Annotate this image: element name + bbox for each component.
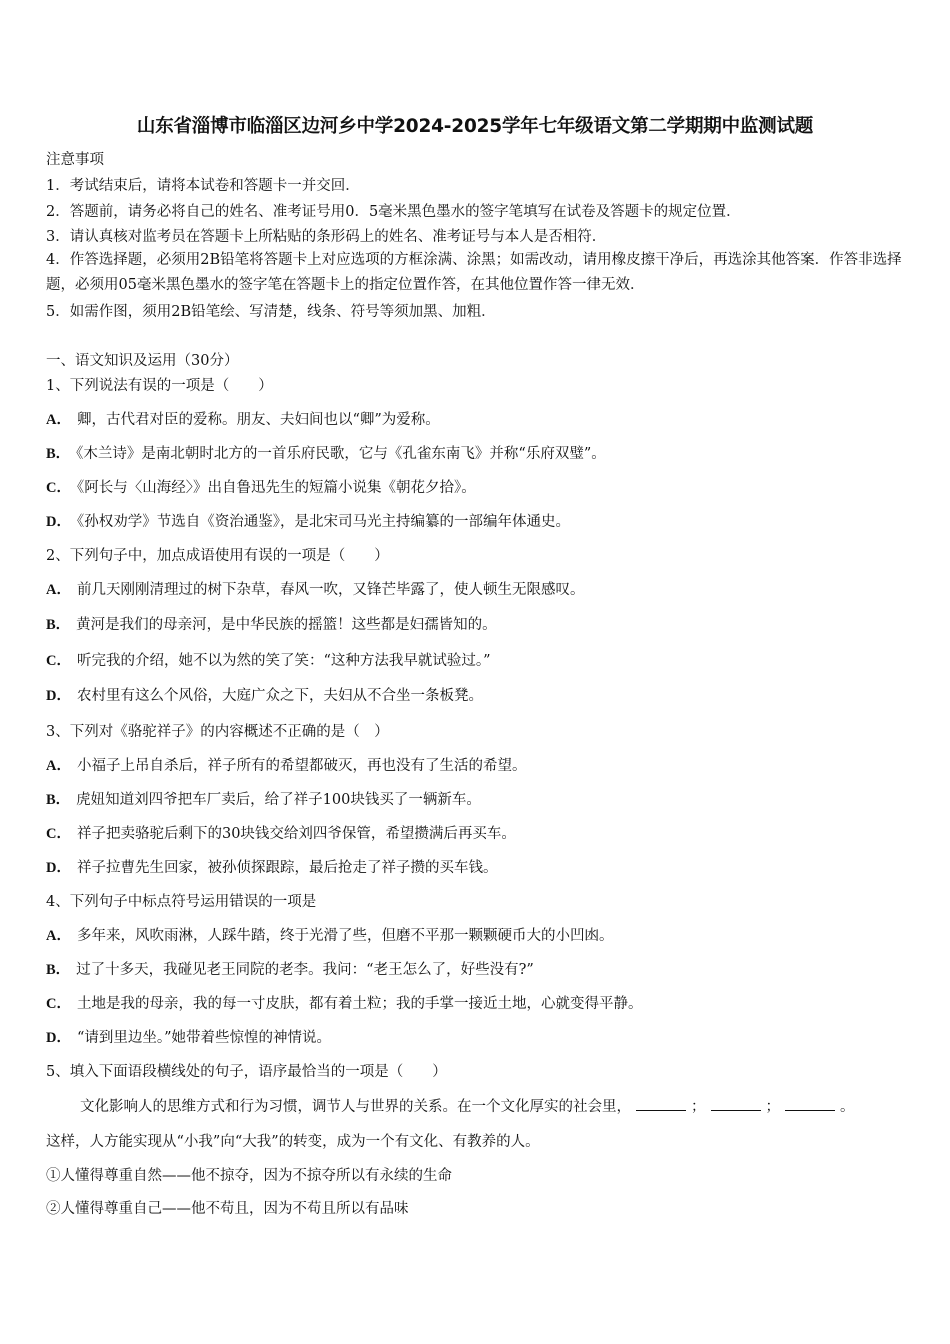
option-letter: A．: [46, 582, 71, 598]
option-letter: C．: [46, 653, 71, 669]
option-text: “请到里边坐。”她带着些惊惶的神情说。: [76, 1030, 332, 1046]
question-stem: 2、下列句子中，加点成语使用有误的一项是（ ）: [46, 548, 389, 564]
question-stem: 5、填入下面语段横线处的句子，语序最恰当的一项是（ ）: [46, 1064, 447, 1080]
passage-line: [80, 1096, 855, 1117]
option-letter: A．: [46, 928, 71, 944]
question-stem: 4、下列句子中标点符号运用错误的一项是: [46, 894, 317, 910]
option-letter: D．: [46, 514, 71, 530]
option-letter: D．: [46, 860, 71, 876]
option: [46, 756, 526, 776]
option-text: 过了十多天，我碰见老王同院的老李。我问：“老王怎么了，好些没有?”: [76, 962, 534, 978]
option: [46, 926, 613, 946]
option: [46, 790, 481, 810]
option-letter: C．: [46, 996, 71, 1012]
end-mark: 。: [840, 1099, 855, 1115]
option-letter: B．: [46, 446, 71, 462]
option-text: 听完我的介绍，她不以为然的笑了笑：“这种方法我早就试验过。”: [76, 653, 491, 669]
option-text: 《阿长与〈山海经〉》出自鲁迅先生的短篇小说集《朝花夕拾》。: [76, 480, 476, 496]
separator: ；: [765, 1099, 780, 1115]
option-text: 前几天刚刚清理过的树下杂草，春风一吹，又锋芒毕露了，使人顿生无限感叹。: [76, 582, 585, 598]
notice-heading: 注意事项: [46, 152, 104, 168]
option: [46, 994, 642, 1014]
option: [46, 410, 440, 430]
option-letter: B．: [46, 962, 71, 978]
section-heading: 一、语文知识及运用（30分）: [46, 353, 239, 369]
option-letter: C．: [46, 826, 71, 842]
option-text: 祥子把卖骆驼后剩下的30块钱交给刘四爷保管，希望攒满后再买车。: [76, 826, 516, 842]
question-stem: 3、下列对《骆驼祥子》的内容概述不正确的是（ ）: [46, 724, 389, 740]
option-text: 土地是我的母亲，我的每一寸皮肤，都有着土粒；我的手掌一接近土地，心就变得平静。: [76, 996, 643, 1012]
answer-blank: [636, 1096, 686, 1111]
option-letter: D．: [46, 1030, 71, 1046]
list-item: ①人懂得尊重自然——他不掠夺，因为不掠夺所以有永续的生命: [46, 1168, 452, 1184]
notice-item: 4．作答选择题，必须用2B铅笔将答题卡上对应选项的方框涂满、涂黑；如需改动，请用橡皮擦干净后，再选涂其他答案．作答非选择题，必须用05毫米黑色墨水的签字笔在答题卡上的指定位置作答，在其他位置作答一律无效．: [46, 252, 902, 293]
option: [46, 651, 491, 671]
option-text: 《木兰诗》是南北朝时北方的一首乐府民歌，它与《孔雀东南飞》并称“乐府双璧”。: [76, 446, 606, 462]
option: [46, 444, 606, 464]
option: [46, 824, 516, 844]
option: [46, 512, 570, 532]
option-text: 农村里有这么个风俗，大庭广众之下，夫妇从不合坐一条板凳。: [76, 688, 483, 704]
option-letter: A．: [46, 758, 71, 774]
option-text: 多年来，风吹雨淋，人踩牛踏，终于光滑了些，但磨不平那一颗颗硬币大的小凹凼。: [76, 928, 614, 944]
option-letter: B．: [46, 792, 71, 808]
option-text: 祥子拉曹先生回家，被孙侦探跟踪，最后抢走了祥子攒的买车钱。: [76, 860, 498, 876]
option: [46, 686, 483, 706]
notice-item: 1．考试结束后，请将本试卷和答题卡一并交回．: [46, 178, 360, 194]
notice-item: 5．如需作图，须用2B铅笔绘、写清楚，线条、符号等须加黑、加粗．: [46, 304, 496, 320]
separator: ；: [691, 1099, 706, 1115]
option: [46, 478, 476, 498]
option-letter: D．: [46, 688, 71, 704]
notice-item: 3．请认真核对监考员在答题卡上所粘贴的条形码上的姓名、准考证号与本人是否相符．: [46, 229, 607, 245]
option: [46, 615, 497, 635]
answer-blank: [785, 1096, 835, 1111]
page-title: 山东省淄博市临淄区边河乡中学2024-2025学年七年级语文第二学期期中监测试题: [136, 116, 814, 137]
option: [46, 1028, 331, 1048]
list-item: ②人懂得尊重自己——他不苟且，因为不苟且所以有品味: [46, 1201, 409, 1217]
passage-text: 文化影响人的思维方式和行为习惯，调节人与世界的关系。在一个文化厚实的社会里，: [80, 1099, 631, 1115]
option-letter: A．: [46, 412, 71, 428]
option: [46, 858, 497, 878]
option-text: 黄河是我们的母亲河，是中华民族的摇篮！这些都是妇孺皆知的。: [76, 617, 497, 633]
notice-item: 2．答题前，请务必将自己的姓名、准考证号用0．5毫米黑色墨水的签字笔填写在试卷及答题卡的规定位置．: [46, 204, 741, 220]
answer-blank: [711, 1096, 761, 1111]
option: [46, 580, 584, 600]
option-text: 虎妞知道刘四爷把车厂卖后，给了祥子100块钱买了一辆新车。: [76, 792, 481, 808]
option-text: 小福子上吊自杀后，祥子所有的希望都破灭，再也没有了生活的希望。: [76, 758, 527, 774]
option-text: 《孙权劝学》节选自《资治通鉴》，是北宋司马光主持编纂的一部编年体通史。: [76, 514, 570, 530]
question-stem: 1、下列说法有误的一项是（ ）: [46, 378, 273, 394]
option-text: 卿，古代君对臣的爱称。朋友、夫妇间也以“卿”为爱称。: [76, 412, 440, 428]
passage-line: 这样，人方能实现从“小我”向“大我”的转变，成为一个有文化、有教养的人。: [46, 1134, 540, 1150]
option-letter: B．: [46, 617, 71, 633]
option-letter: C．: [46, 480, 71, 496]
option: [46, 960, 534, 980]
